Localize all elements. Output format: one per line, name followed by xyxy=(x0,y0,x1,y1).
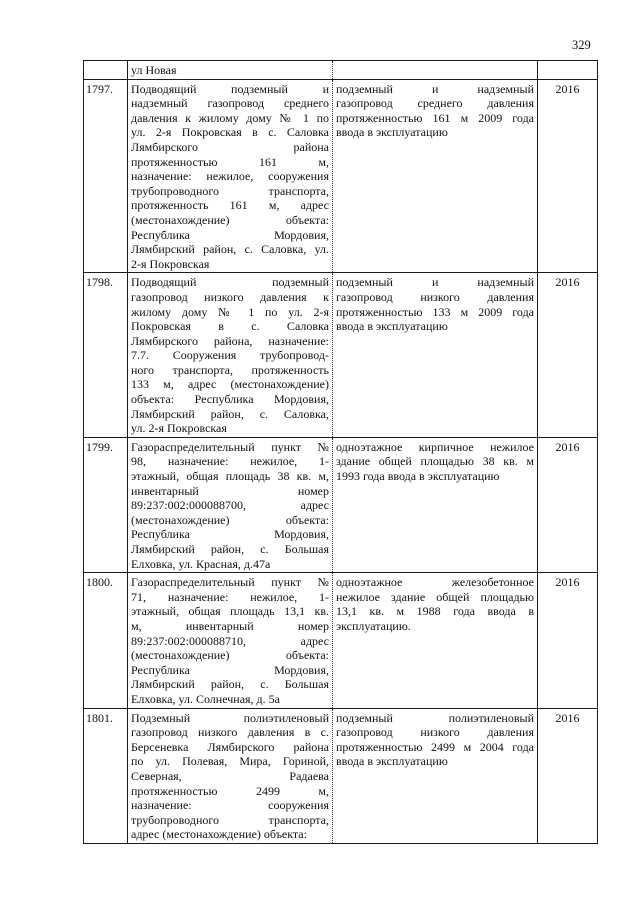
characteristics-line: газопровод низкого давления xyxy=(336,725,534,740)
characteristics-line: ввода в эксплуатацию xyxy=(336,319,448,334)
description-line: Республика Мордовия, xyxy=(131,662,329,677)
description-line: по ул. Полевая, Мира, Гориной, xyxy=(131,754,329,769)
row-number-cell xyxy=(84,61,128,80)
description-line: Республика Мордовия, xyxy=(131,527,329,542)
description-line: Лямбирский район, с. Саловка, ул. xyxy=(131,242,329,257)
description-line: назначение: нежилое, сооружения xyxy=(131,169,329,184)
row-number: 1801. xyxy=(84,708,128,843)
year: 2016 xyxy=(538,708,598,843)
description-line: протяженностью 161 м, xyxy=(131,154,329,169)
description-line: ного транспорта, протяженность xyxy=(131,362,329,377)
table-row xyxy=(84,273,598,438)
year-cell xyxy=(538,61,598,80)
description-line: Подводящий подземный xyxy=(131,275,329,290)
description-line: 89:237:002:000088700, адрес xyxy=(131,498,329,513)
description-line: Лямбирского района, назначение: xyxy=(131,333,329,348)
row-number: 1799. xyxy=(84,437,128,572)
description-line: Лямбирский район, с. Большая xyxy=(131,677,329,692)
description-line: Северная, Радаева xyxy=(131,768,329,783)
description-line: этажный, общая площадь 13,1 кв. xyxy=(131,604,329,619)
table-row xyxy=(84,79,598,273)
table-row xyxy=(84,573,598,708)
characteristics-cell xyxy=(333,273,538,438)
description-line: 98, назначение: нежилое, 1- xyxy=(131,454,329,469)
description-line: 89:237:002:000088710, адрес xyxy=(131,633,329,648)
characteristics-line: 13,1 кв. м 1988 года ввода в xyxy=(336,604,534,619)
description-line: Подземный полиэтиленовый xyxy=(131,710,329,725)
description-cell xyxy=(128,273,333,438)
description-line: трубопроводного транспорта, xyxy=(131,812,329,827)
description-line: Берсеневка Лямбирского района xyxy=(131,739,329,754)
year: 2016 xyxy=(538,437,598,572)
description-line: инвентарный номер xyxy=(131,483,329,498)
characteristics-line: газопровод низкого давления xyxy=(336,289,534,304)
characteristics-cell xyxy=(333,79,538,273)
description-line: этажный, общая площадь 38 кв. м, xyxy=(131,469,329,484)
characteristics-line: здание общей площадью 38 кв. м xyxy=(336,454,534,469)
row-number: 1800. xyxy=(84,573,128,708)
description-cell xyxy=(128,437,333,572)
description-line: ул Новая xyxy=(131,63,177,77)
characteristics-line: ввода в эксплуатацию xyxy=(336,125,448,140)
year: 2016 xyxy=(538,573,598,708)
table-row-continuation xyxy=(84,61,598,80)
description-line: жилому дому № 1 по ул. 2-я xyxy=(131,304,329,319)
row-number: 1798. xyxy=(84,273,128,438)
description-line: (местонахождение) объекта: xyxy=(131,212,329,227)
characteristics-cell xyxy=(333,708,538,843)
year: 2016 xyxy=(538,273,598,438)
description-line: Лямбирский район, с. Большая xyxy=(131,542,329,556)
characteristics-cell xyxy=(333,437,538,572)
description-line: протяженность 161 м, адрес xyxy=(131,198,329,213)
description-line: Лямбирский район, с. Саловка, xyxy=(131,406,329,421)
characteristics-line: протяженностью 161 м 2009 года xyxy=(336,110,534,125)
row-number: 1797. xyxy=(84,79,128,273)
description-line: Подводящий подземный и xyxy=(131,81,329,96)
description-cell xyxy=(128,79,333,273)
description-line: ул. 2-я Покровская xyxy=(131,421,227,436)
description-line: (местонахождение) объекта: xyxy=(131,512,329,527)
page-number: 329 xyxy=(572,38,591,52)
description-line: Покровская в с. Саловка xyxy=(131,319,329,334)
description-line: м, инвентарный номер xyxy=(131,618,329,633)
description-line: надземный газопровод среднего xyxy=(131,96,329,111)
property-register-table xyxy=(83,60,598,844)
characteristics-cell xyxy=(333,573,538,708)
description-line: Газораспределительный пункт № xyxy=(131,439,329,454)
table-row xyxy=(84,437,598,572)
description-line: Газораспределительный пункт № xyxy=(131,575,329,590)
characteristics-line: эксплуатацию. xyxy=(336,618,411,633)
description-line: 2-я Покровская xyxy=(131,256,210,271)
description-cell xyxy=(128,573,333,708)
description-line: ул. 2-я Покровская в с. Саловка xyxy=(131,125,329,140)
description-line: газопровод низкого давления в с. xyxy=(131,725,329,740)
description-line: давления к жилому дому № 1 по xyxy=(131,110,329,125)
description-line: 71, назначение: нежилое, 1- xyxy=(131,589,329,604)
description-line: Елховка, ул. Солнечная, д. 5а xyxy=(131,691,280,706)
description-line: назначение: сооружения xyxy=(131,798,329,813)
characteristics-line: протяженностью 2499 м 2004 года xyxy=(336,739,534,754)
characteristics-line: одноэтажное железобетонное xyxy=(336,575,534,590)
characteristics-line: подземный полиэтиленовый xyxy=(336,710,534,725)
description-line: Елховка, ул. Красная, д.47а xyxy=(131,556,271,571)
description-line: объекта: Республика Мордовия, xyxy=(131,392,329,407)
description-line: протяженностью 2499 м, xyxy=(131,783,329,798)
characteristics-line: газопровод среднего давления xyxy=(336,96,534,111)
description-cell xyxy=(128,61,333,80)
description-line: трубопроводного транспорта, xyxy=(131,183,329,198)
characteristics-line: одноэтажное кирпичное нежилое xyxy=(336,439,534,454)
description-line: (местонахождение) объекта: xyxy=(131,648,329,663)
characteristics-line: подземный и надземный xyxy=(336,275,534,290)
characteristics-line: подземный и надземный xyxy=(336,81,534,96)
description-line: 7.7. Сооружения трубопровод- xyxy=(131,348,329,363)
description-line: 133 м, адрес (местонахождение) xyxy=(131,377,329,392)
characteristics-line: протяженностью 133 м 2009 года xyxy=(336,304,534,319)
characteristics-line: ввода в эксплуатацию xyxy=(336,754,448,769)
description-cell xyxy=(128,708,333,843)
description-line: Республика Мордовия, xyxy=(131,227,329,242)
characteristics-line: 1993 года ввода в эксплуатацию xyxy=(336,469,500,484)
description-line: адрес (местонахождение) объекта: xyxy=(131,827,307,842)
characteristics-line: нежилое здание общей площадью xyxy=(336,589,534,604)
description-line: газопровод низкого давления к xyxy=(131,289,329,304)
table-row xyxy=(84,708,598,843)
table-body xyxy=(84,61,598,844)
description-line: Лямбирского района xyxy=(131,139,329,154)
characteristics-cell xyxy=(333,61,538,80)
year: 2016 xyxy=(538,79,598,273)
